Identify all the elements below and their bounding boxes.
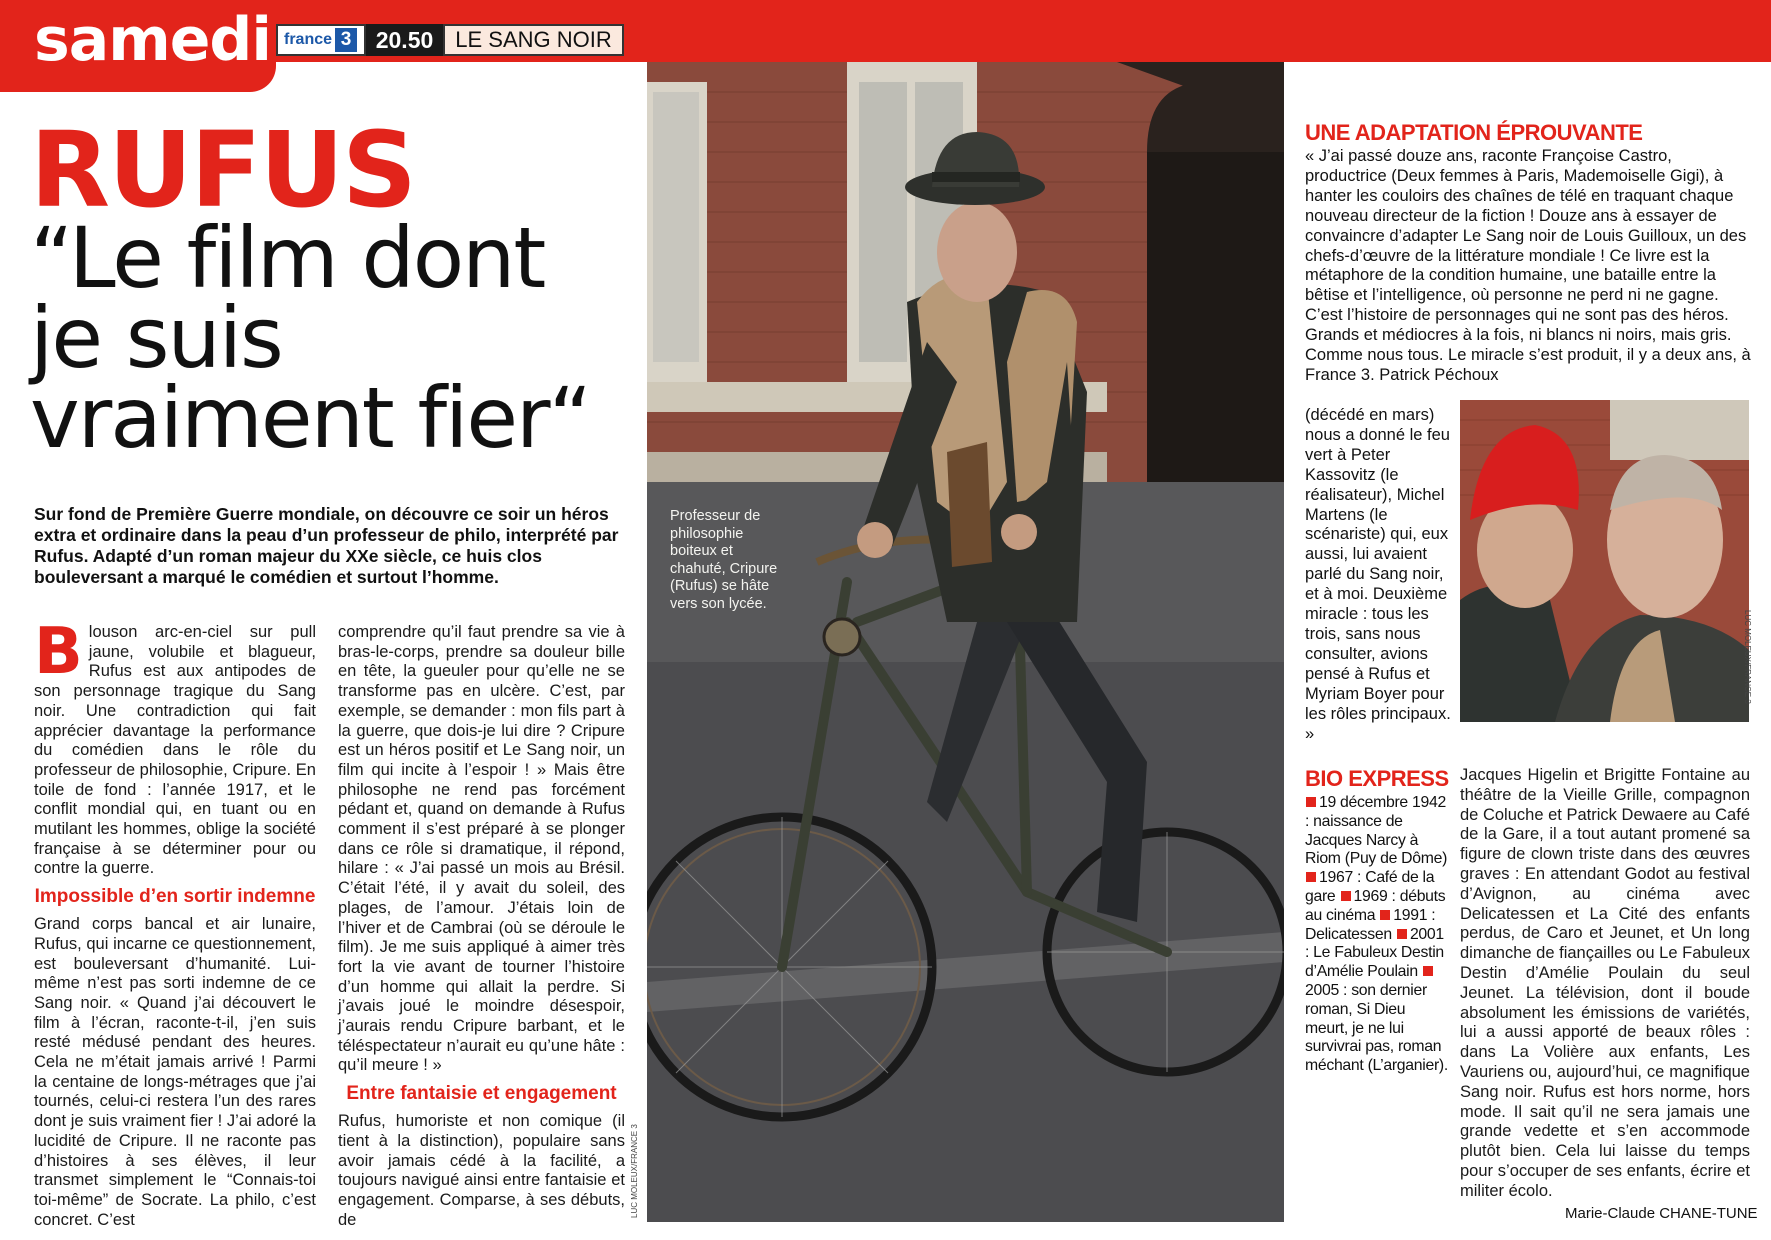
lead-paragraph: Sur fond de Première Guerre mondiale, on découvre ce soir un héros extra et ordinaire dans la peau d’un professeur de philo, interprété par Rufus. Adapté d’un roman majeur du XXe siècle, ce huis clos bouleversant a marqué le comédien et surtout l’homme. [34, 504, 619, 587]
cyclist-illustration [647, 62, 1284, 1222]
program-title: LE SANG NOIR [443, 24, 624, 56]
subheading: Entre fantaisie et engagement [346, 1083, 617, 1105]
bio-entry: 1991 : Delicatessen [1305, 906, 1436, 943]
author-signature: Marie-Claude CHANE-TUNE [1565, 1205, 1758, 1222]
bio-title: BIO EXPRESS [1305, 766, 1449, 791]
day-label: samedi [34, 5, 271, 75]
day-tab [0, 0, 276, 92]
article-column-3: Jacques Higelin et Brigitte Fontaine au théâtre de la Vieille Grille, compagnon de Coluche et Patrick Dewaere au Café de la Gare, il a tout autant promené sa figure de clown triste dans des œuvres graves : En attendant Godot au festival d’Avignon, au cinéma avec Delicatessen et La Cité des enfants perdus, de Caro et Jeunet, et Un long dimanche de fiançailles ou Le Fabuleux Destin d’Amélie Poulain du seul Jeunet. La télévision, dont il boude absolument les émissions de variétés, lui a aussi apporté de beaux rôles : dans La Volière aux enfants, Les Vauriens ou, aujourd’hui, ce magnifique Sang noir. Rufus est hors norme, hors mode. Il sait qu’il ne sera jamais une grande vedette et s’en accommode plutôt bien. Cela lui laisse du temps pour s’occuper de ses enfants, écrire et militer écolo. [1460, 766, 1750, 1200]
bio-entry: 2001 : Le Fabuleux Destin d’Amélie Poulain [1305, 925, 1444, 981]
adaptation-text: « J’ai passé douze ans, raconte Françoise Castro, productrice (Deux femmes à Paris, Mademoiselle Gigi), à hanter les couloirs des chaînes de télé en traquant chaque nouveau directeur de la fiction ! Douze ans à essayer de convaincre d’adapter Le Sang noir de Louis Guilloux, un des chefs-d’œuvre de la littérature mondiale ! Ce livre est la métaphore de la condition humaine, une bataille entre la bêtise et l’intelligence, où personne ne perd ni ne gagne. C’est l’histoire de personnages qui ne sont pas des héros. Grands et médiocres à la fois, ni blancs ni noirs, mais gris. Comme nous tous. Le miracle s’est produit, il y a deux ans, à France 3. Patrick Péchoux [1305, 147, 1751, 384]
bio-list [1305, 794, 1450, 1076]
bio-entry: 2005 : son dernier roman, Si Dieu meurt, je ne lui survivrai pas, roman méchant (L’arganier). [1305, 981, 1448, 1075]
article-text: louson arc-en-ciel sur pull jaune, volubile et blagueur, Rufus est aux antipodes de son personnage tragique du Sang noir. Une contradiction qui fait apprécier davantage la performance du comédien dans le rôle du professeur de philosophie, Cripure. En toile de fond : l’année 1917, et le conflit mondial qui, en tuant ou en mutilant les hommes, oblige la société française à se déterminer pour ou contre la guerre. [34, 623, 316, 878]
bullet-square-icon [1306, 872, 1316, 882]
headline-quote-line: vraiment fier“ [30, 369, 591, 467]
bullet-square-icon [1380, 910, 1390, 920]
bullet-square-icon [1306, 797, 1316, 807]
channel-name: france [284, 31, 333, 48]
bio-entry: 1969 : débuts au cinéma [1305, 887, 1446, 924]
inset-photo [1460, 400, 1749, 722]
inset-portrait-illustration [1460, 400, 1749, 722]
adaptation-text-continued: (décédé en mars) nous a donné le feu vert à Peter Kassovitz (le réalisateur), Michel Martens (le scénariste) qui, eux aussi, lui avaient parlé du Sang noir, et à moi. Deuxième miracle : tous les trois, sans nous consulter, avions pensé à Rufus et Myriam Boyer pour les rôles principaux. » [1305, 406, 1451, 743]
broadcast-time: 20.50 [366, 24, 443, 56]
inset-credit: LUC MOLEUX/FRANCE 3 [1743, 610, 1752, 704]
article-paragraph [34, 615, 316, 879]
subheading: Impossible d’en sortir indemne [34, 886, 316, 908]
adaptation-title: UNE ADAPTATION ÉPROUVANTE [1305, 120, 1643, 145]
drop-cap: B [34, 615, 83, 689]
headline-quote-line: je suis [30, 289, 282, 387]
article-column-1 [34, 615, 316, 1230]
bio-entry: 1967 : Café de la gare [1305, 869, 1435, 905]
headline-quote-line: “Le film dont [30, 209, 545, 307]
headline-name: RUFUS [30, 109, 415, 231]
channel-logo [276, 24, 366, 56]
bullet-square-icon [1341, 891, 1351, 901]
main-photo [647, 62, 1284, 1222]
article-column-2 [338, 623, 625, 1230]
photo-caption: Professeur de philosophie boiteux et chahuté, Cripure (Rufus) se hâte vers son lycée. [670, 508, 778, 612]
bullet-square-icon [1423, 966, 1433, 976]
article-paragraph: Grand corps bancal et air lunaire, Rufus, qui incarne ce questionnement, est bouleversant d’humanité. Lui-même n’est pas sorti indemne de ce Sang noir. « Quand j’ai découvert le film à l’écran, raconte-t-il, j’en suis resté médusé pendant des heures. Cela ne m’était jamais arrivé ! Parmi la centaine de longs-métrages que j’ai tournés, celui-ci restera l’un des rares dont je suis vraiment fier ! J’ai adoré la lucidité de Cripure. Il ne raconte pas d’histoires à ses élèves, il leur transmet simplement le “Connais-toi toi-même” de Socrate. La philo, c’est concret. C’est [34, 915, 316, 1229]
bullet-square-icon [1397, 929, 1407, 939]
article-paragraph: Rufus, humoriste et non comique (il tient à la distinction), populaire sans avoir jamais cédé à la facilité, a toujours navigué ainsi entre fantaisie et engagement. Comparse, à ses débuts, de [338, 1112, 625, 1229]
channel-number: 3 [335, 28, 357, 52]
bio-entry: 19 décembre 1942 : naissance de Jacques Narcy à Riom (Puy de Dôme) [1305, 794, 1448, 868]
article-paragraph: comprendre qu’il faut prendre sa vie à bras-le-corps, prendre sa douleur bille en tête, la gueuler pour qu’elle ne se transforme pas en ulcère. C’est, par exemple, se demander : mon fils part à la guerre, que dois-je lui dire ? Cripure est un héros positif et Le Sang noir, un film qui incite à l’espoir ! » Mais être philosophe ne rend pas forcément pédant et, quand on demande à Rufus comment il s’est préparé à se plonger dans ce rôle si dramatique, il répond, hilare : « J’ai passé un mois au Brésil. C’était l’été, il y avait du soleil, des plages, de l’amour. J’étais loin de l’hiver et de Cambrai (où se déroule le film). Je me suis appliqué à aimer très fort la vie avant de tourner l’histoire d’un homme qui allait la perdre. Si j’avais joué le moindre désespoir, j’aurais rendu Cripure barbant, et le téléspectateur n’aurait eu qu’une hâte : qu’il meure ! » [338, 623, 625, 1075]
photo-credit: LUC MOLEUX/FRANCE 3 [630, 1124, 639, 1218]
headline-quote [30, 209, 630, 467]
